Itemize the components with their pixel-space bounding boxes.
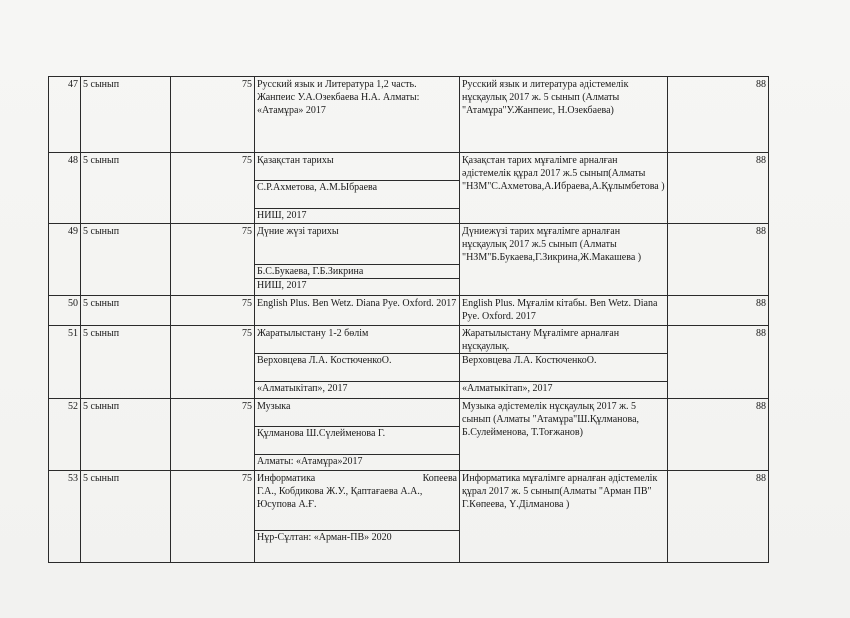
table-row xyxy=(49,224,769,296)
table-row xyxy=(49,399,769,471)
table-row xyxy=(49,77,769,153)
textbook-title: Дүние жүзі тарихы xyxy=(257,226,339,237)
textbook-cell xyxy=(255,153,460,224)
guide-authors: Верховцева Л.А. КостюченкоО. xyxy=(460,353,667,381)
copies-cell: 88 xyxy=(668,77,769,153)
table-row xyxy=(49,153,769,224)
copies-cell: 88 xyxy=(668,399,769,471)
teacher-guide-cell xyxy=(460,326,668,399)
quantity-cell: 75 xyxy=(171,471,255,563)
textbook-first-author: Копеева xyxy=(422,473,457,484)
textbook-publisher: Нұр-Сұлтан: «Арман-ПВ» 2020 xyxy=(255,530,459,544)
textbook-authors: Верховцева Л.А. КостюченкоО. xyxy=(255,353,459,381)
grade-cell: 5 сынып xyxy=(81,326,171,399)
teacher-guide-cell: Дүниежүзі тарих мұғалімге арналған нұсқаулық 2017 ж.5 сынып (Алматы "НЗМ"Б.Букаева,Г.Зикрина,Ж.Макашева ) xyxy=(460,224,668,296)
teacher-guide-cell: Информатика мұғалімге арналған әдістемелік құрал 2017 ж. 5 сынып(Алматы "Арман ПВ" Г.Көпеева, Ү.Ділманова ) xyxy=(460,471,668,563)
textbook-publisher: НИШ, 2017 xyxy=(255,208,459,222)
quantity-cell: 75 xyxy=(171,326,255,399)
row-number: 48 xyxy=(49,153,81,224)
quantity-cell: 75 xyxy=(171,399,255,471)
teacher-guide-cell: Русский язык и литература әдістемелік нұсқаулық 2017 ж. 5 сынып (Алматы "Атамұра"У.Жанпеис, Н.Озекбаева) xyxy=(460,77,668,153)
quantity-cell: 75 xyxy=(171,77,255,153)
grade-cell: 5 сынып xyxy=(81,296,171,326)
teacher-guide-cell: Музыка әдістемелік нұсқаулық 2017 ж. 5 сынып (Алматы "Атамұра"Ш.Құлманова, Б.Сулейменова, Т.Тоғжанов) xyxy=(460,399,668,471)
quantity-cell: 75 xyxy=(171,153,255,224)
textbook-publisher: «Алматыкітап», 2017 xyxy=(255,381,459,395)
copies-cell: 88 xyxy=(668,153,769,224)
table-row xyxy=(49,296,769,326)
row-number: 50 xyxy=(49,296,81,326)
table-row xyxy=(49,471,769,563)
grade-cell: 5 сынып xyxy=(81,399,171,471)
textbook-title-line xyxy=(257,472,457,485)
textbook-title-block xyxy=(257,472,457,530)
textbook-publisher: НИШ, 2017 xyxy=(255,278,459,292)
row-number: 51 xyxy=(49,326,81,399)
grade-cell: 5 сынып xyxy=(81,471,171,563)
teacher-guide-cell: Қазақстан тарих мұғалімге арналған әдістемелік құрал 2017 ж.5 сынып(Алматы "НЗМ"С.Ахметова,А.Ибраева,А.Құлымбетова ) xyxy=(460,153,668,224)
guide-publisher: «Алматыкітап», 2017 xyxy=(460,381,667,395)
textbook-title: Информатика xyxy=(257,473,316,484)
textbook-authors: Г.А., Кобдикова Ж.У., Қаптағаева А.А., Юсупова А.Ғ. xyxy=(257,486,423,510)
guide-title: Жаратылыстану Мұғалімге арналған нұсқаулық. xyxy=(462,328,620,352)
row-number: 47 xyxy=(49,77,81,153)
textbook-table xyxy=(48,76,769,563)
textbook-cell xyxy=(255,471,460,563)
textbook-cell xyxy=(255,326,460,399)
textbook-cell: Русский язык и Литература 1,2 часть. Жанпеис У.А.Озекбаева Н.А. Алматы: «Атамұра» 2017 xyxy=(255,77,460,153)
textbook-title: Қазақстан тарихы xyxy=(257,155,334,166)
table-row xyxy=(49,326,769,399)
textbook-authors: Құлманова Ш.Сүлейменова Г. xyxy=(255,426,459,454)
row-number: 52 xyxy=(49,399,81,471)
copies-cell: 88 xyxy=(668,471,769,563)
grade-cell: 5 сынып xyxy=(81,224,171,296)
copies-cell: 88 xyxy=(668,224,769,296)
textbook-authors: С.Р.Ахметова, А.М.Ыбраева xyxy=(255,180,459,208)
quantity-cell: 75 xyxy=(171,224,255,296)
row-number: 53 xyxy=(49,471,81,563)
row-number: 49 xyxy=(49,224,81,296)
textbook-publisher: Алматы: «Атамұра»2017 xyxy=(255,454,459,468)
textbook-title: Жаратылыстану 1-2 бөлім xyxy=(257,328,369,339)
teacher-guide-cell: English Plus. Мұғалім кітабы. Ben Wetz. Diana Pye. Oxford. 2017 xyxy=(460,296,668,326)
copies-cell: 88 xyxy=(668,296,769,326)
copies-cell: 88 xyxy=(668,326,769,399)
textbook-authors: Б.С.Букаева, Г.Б.Зикрина xyxy=(255,264,459,278)
grade-cell: 5 сынып xyxy=(81,77,171,153)
textbook-cell: English Plus. Ben Wetz. Diana Pye. Oxford. 2017 xyxy=(255,296,460,326)
textbook-cell xyxy=(255,224,460,296)
quantity-cell: 75 xyxy=(171,296,255,326)
textbook-title: Музыка xyxy=(257,401,291,412)
grade-cell: 5 сынып xyxy=(81,153,171,224)
textbook-cell xyxy=(255,399,460,471)
